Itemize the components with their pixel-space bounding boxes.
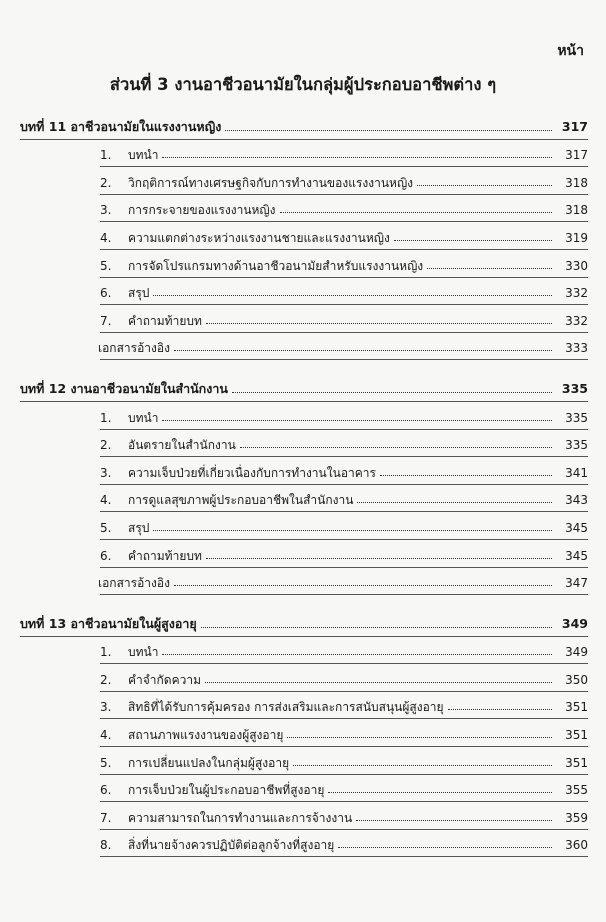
entry-number: 5. bbox=[100, 520, 112, 535]
toc-entry[interactable] bbox=[20, 719, 588, 746]
entry-page-number: 317 bbox=[565, 148, 588, 163]
leader-dots bbox=[201, 627, 552, 628]
entry-page-number: 332 bbox=[565, 313, 588, 328]
entry-page-number: 345 bbox=[565, 548, 588, 563]
entry-page-number: 360 bbox=[565, 838, 588, 853]
entry-number: 7. bbox=[100, 313, 112, 328]
entry-title: คำถามท้ายบท bbox=[128, 313, 202, 328]
entry-title: การดูแลสุขภาพผู้ประกอบอาชีพในสำนักงาน bbox=[128, 493, 354, 508]
leader-dots bbox=[162, 157, 552, 158]
leader-dots bbox=[280, 212, 552, 213]
toc-entry[interactable] bbox=[20, 305, 588, 332]
entry-page-number: 351 bbox=[565, 700, 588, 715]
page-column-label: หน้า bbox=[557, 43, 584, 59]
toc-entry[interactable] bbox=[20, 457, 588, 484]
entry-page-number: 330 bbox=[565, 258, 588, 273]
leader-dots bbox=[232, 392, 552, 393]
entry-number: 6. bbox=[100, 783, 112, 798]
entry-page-number: 345 bbox=[565, 520, 588, 535]
entry-number: 6. bbox=[100, 548, 112, 563]
leader-dots bbox=[394, 240, 552, 241]
entry-number: 1. bbox=[100, 148, 112, 163]
chapter-page-number: 317 bbox=[561, 119, 588, 135]
reference-page-number: 347 bbox=[565, 576, 588, 591]
chapter-section bbox=[20, 112, 588, 360]
entry-number: 3. bbox=[100, 203, 112, 218]
toc-entry[interactable] bbox=[20, 692, 588, 719]
entry-number: 4. bbox=[100, 230, 112, 245]
leader-dots bbox=[427, 268, 552, 269]
toc-entry[interactable] bbox=[20, 747, 588, 774]
entry-page-number: 332 bbox=[565, 286, 588, 301]
divider bbox=[100, 856, 588, 857]
toc-entry[interactable] bbox=[20, 195, 588, 222]
entry-title: สถานภาพแรงงานของผู้สูงอายุ bbox=[128, 728, 284, 743]
entry-page-number: 318 bbox=[565, 203, 588, 218]
chapter-title: บทที่ 11 อาชีวอนามัยในแรงงานหญิง bbox=[20, 119, 222, 135]
entry-number: 1. bbox=[100, 645, 112, 660]
chapter-heading[interactable] bbox=[20, 374, 588, 401]
toc-entry[interactable] bbox=[20, 802, 588, 829]
entry-title: คำจำกัดความ bbox=[128, 672, 202, 687]
part-title: ส่วนที่ 3 งานอาชีวอนามัยในกลุ่มผู้ประกอบอาชีพต่าง ๆ bbox=[109, 75, 497, 94]
leader-dots bbox=[338, 847, 552, 848]
entry-title: วิกฤติการณ์ทางเศรษฐกิจกับการทำงานของแรงงานหญิง bbox=[128, 175, 414, 190]
toc-entry[interactable] bbox=[20, 485, 588, 512]
reference-page-number: 333 bbox=[565, 341, 588, 356]
entry-number: 5. bbox=[100, 258, 112, 273]
chapter-section bbox=[20, 609, 588, 857]
leader-dots bbox=[162, 654, 552, 655]
entry-page-number: 335 bbox=[565, 438, 588, 453]
entry-title: ความสามารถในการทำงานและการจ้างงาน bbox=[128, 810, 353, 825]
entry-title: สิทธิที่ได้รับการคุ้มครอง การส่งเสริมและการสนับสนุนผู้สูงอายุ bbox=[128, 700, 444, 715]
leader-dots bbox=[153, 530, 552, 531]
entry-number: 6. bbox=[100, 286, 112, 301]
reference-title: เอกสารอ้างอิง bbox=[98, 341, 170, 356]
entry-title: บทนำ bbox=[128, 148, 159, 163]
entry-number: 4. bbox=[100, 493, 112, 508]
entry-title: สรุป bbox=[128, 286, 150, 301]
leader-dots bbox=[417, 185, 552, 186]
toc-entry[interactable] bbox=[20, 278, 588, 305]
entry-number: 7. bbox=[100, 810, 112, 825]
entry-page-number: 341 bbox=[565, 465, 588, 480]
entry-title: อันตรายในสำนักงาน bbox=[128, 438, 236, 453]
entry-title: บทนำ bbox=[128, 645, 159, 660]
toc-entry[interactable] bbox=[20, 222, 588, 249]
chapter-section bbox=[20, 374, 588, 595]
entry-title: บทนำ bbox=[128, 410, 159, 425]
entry-page-number: 318 bbox=[565, 175, 588, 190]
leader-dots bbox=[225, 130, 552, 131]
reference-entry[interactable] bbox=[20, 568, 588, 595]
entry-number: 1. bbox=[100, 410, 112, 425]
toc-entry[interactable] bbox=[20, 830, 588, 857]
entry-page-number: 335 bbox=[565, 410, 588, 425]
entry-page-number: 319 bbox=[565, 230, 588, 245]
entry-title: การจัดโปรแกรมทางด้านอาชีวอนามัยสำหรับแรงงานหญิง bbox=[128, 258, 424, 273]
leader-dots bbox=[287, 737, 552, 738]
chapter-heading[interactable] bbox=[20, 609, 588, 636]
leader-dots bbox=[206, 558, 552, 559]
leader-dots bbox=[174, 350, 552, 351]
toc-entry[interactable] bbox=[20, 540, 588, 567]
entry-title: คำถามท้ายบท bbox=[128, 548, 202, 563]
leader-dots bbox=[240, 447, 552, 448]
leader-dots bbox=[153, 295, 552, 296]
entry-page-number: 355 bbox=[565, 783, 588, 798]
entry-number: 2. bbox=[100, 175, 112, 190]
leader-dots bbox=[205, 682, 552, 683]
entry-title: ความเจ็บป่วยที่เกี่ยวเนื่องกับการทำงานในอาคาร bbox=[128, 465, 376, 480]
chapter-title: บทที่ 13 อาชีวอนามัยในผู้สูงอายุ bbox=[20, 616, 197, 632]
toc-entry[interactable] bbox=[20, 140, 588, 167]
entry-number: 3. bbox=[100, 700, 112, 715]
leader-dots bbox=[356, 820, 552, 821]
toc-entry[interactable] bbox=[20, 512, 588, 539]
reference-entry[interactable] bbox=[20, 333, 588, 360]
entry-number: 5. bbox=[100, 755, 112, 770]
entry-title: การเปลี่ยนแปลงในกลุ่มผู้สูงอายุ bbox=[128, 755, 290, 770]
leader-dots bbox=[380, 475, 552, 476]
leader-dots bbox=[357, 502, 552, 503]
toc-entry[interactable] bbox=[20, 167, 588, 194]
leader-dots bbox=[206, 323, 552, 324]
leader-dots bbox=[174, 585, 552, 586]
leader-dots bbox=[162, 420, 552, 421]
reference-title: เอกสารอ้างอิง bbox=[98, 576, 170, 591]
chapter-page-number: 349 bbox=[561, 616, 588, 632]
entry-title: ความแตกต่างระหว่างแรงงานชายและแรงงานหญิง bbox=[128, 230, 390, 245]
toc-entry[interactable] bbox=[20, 637, 588, 664]
entry-title: การกระจายของแรงงานหญิง bbox=[128, 203, 276, 218]
entry-number: 3. bbox=[100, 465, 112, 480]
entry-page-number: 350 bbox=[565, 672, 588, 687]
chapter-page-number: 335 bbox=[561, 381, 588, 397]
chapter-title: บทที่ 12 งานอาชีวอนามัยในสำนักงาน bbox=[20, 381, 228, 397]
toc-entry[interactable] bbox=[20, 775, 588, 802]
leader-dots bbox=[293, 765, 552, 766]
toc-entry[interactable] bbox=[20, 430, 588, 457]
entry-number: 2. bbox=[100, 672, 112, 687]
entry-page-number: 349 bbox=[565, 645, 588, 660]
divider bbox=[100, 594, 588, 595]
table-of-contents bbox=[20, 112, 588, 871]
entry-title: การเจ็บป่วยในผู้ประกอบอาชีพที่สูงอายุ bbox=[128, 783, 325, 798]
toc-entry[interactable] bbox=[20, 664, 588, 691]
entry-title: สรุป bbox=[128, 520, 150, 535]
leader-dots bbox=[328, 792, 552, 793]
entry-title: สิ่งที่นายจ้างควรปฏิบัติต่อลูกจ้างที่สูงอายุ bbox=[128, 838, 335, 853]
entry-page-number: 351 bbox=[565, 728, 588, 743]
entry-number: 2. bbox=[100, 438, 112, 453]
toc-entry[interactable] bbox=[20, 250, 588, 277]
entry-page-number: 351 bbox=[565, 755, 588, 770]
chapter-heading[interactable] bbox=[20, 112, 588, 139]
leader-dots bbox=[448, 709, 552, 710]
toc-entry[interactable] bbox=[20, 402, 588, 429]
entry-page-number: 359 bbox=[565, 810, 588, 825]
divider bbox=[100, 359, 588, 360]
entry-number: 8. bbox=[100, 838, 112, 853]
entry-page-number: 343 bbox=[565, 493, 588, 508]
entry-number: 4. bbox=[100, 728, 112, 743]
